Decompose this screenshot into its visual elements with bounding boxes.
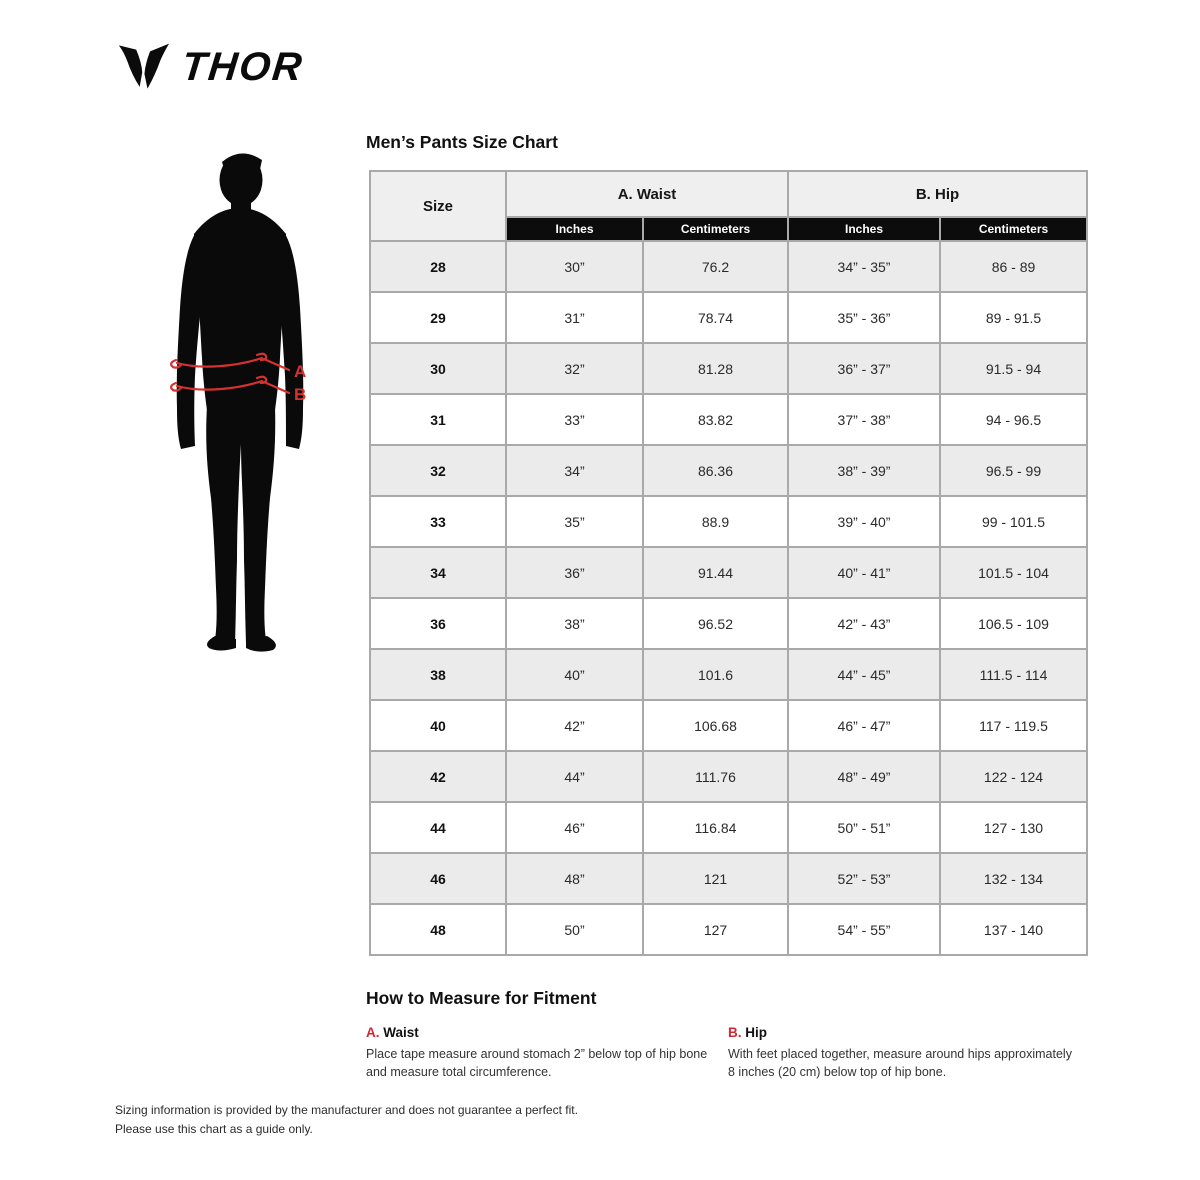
page-title: Men’s Pants Size Chart [366, 132, 558, 152]
hip-label-b: B [294, 385, 307, 404]
cell-waist_in: 44” [506, 751, 643, 802]
how-to-hip-desc: With feet placed together, measure around hips approximately 8 inches (20 cm) below top of hip bone. [728, 1047, 1072, 1080]
subheader-hip-inches: Inches [788, 217, 940, 241]
cell-hip_cm: 117 - 119.5 [940, 700, 1087, 751]
cell-waist_cm: 121 [643, 853, 788, 904]
table-row [370, 802, 1087, 853]
disclaimer [115, 1101, 578, 1138]
cell-waist_cm: 116.84 [643, 802, 788, 853]
how-to-section [366, 988, 1090, 1081]
table-row [370, 496, 1087, 547]
cell-waist_cm: 78.74 [643, 292, 788, 343]
cell-hip_in: 39” - 40” [788, 496, 940, 547]
cell-hip_in: 54” - 55” [788, 904, 940, 955]
cell-size: 38 [370, 649, 506, 700]
table-row [370, 853, 1087, 904]
cell-size: 46 [370, 853, 506, 904]
cell-hip_cm: 137 - 140 [940, 904, 1087, 955]
col-group-waist: A. Waist [506, 171, 788, 217]
cell-size: 29 [370, 292, 506, 343]
cell-waist_in: 34” [506, 445, 643, 496]
cell-size: 36 [370, 598, 506, 649]
cell-hip_in: 42” - 43” [788, 598, 940, 649]
cell-hip_in: 40” - 41” [788, 547, 940, 598]
cell-waist_cm: 111.76 [643, 751, 788, 802]
cell-hip_in: 34” - 35” [788, 241, 940, 292]
cell-waist_cm: 106.68 [643, 700, 788, 751]
cell-waist_in: 36” [506, 547, 643, 598]
cell-size: 48 [370, 904, 506, 955]
cell-size: 40 [370, 700, 506, 751]
how-to-hip [728, 1025, 1090, 1081]
cell-waist_in: 35” [506, 496, 643, 547]
table-row [370, 394, 1087, 445]
cell-waist_in: 38” [506, 598, 643, 649]
cell-hip_cm: 101.5 - 104 [940, 547, 1087, 598]
cell-hip_cm: 127 - 130 [940, 802, 1087, 853]
col-header-size: Size [370, 171, 506, 241]
cell-waist_in: 40” [506, 649, 643, 700]
cell-hip_cm: 96.5 - 99 [940, 445, 1087, 496]
cell-hip_cm: 106.5 - 109 [940, 598, 1087, 649]
cell-size: 31 [370, 394, 506, 445]
cell-waist_in: 33” [506, 394, 643, 445]
cell-size: 30 [370, 343, 506, 394]
cell-size: 34 [370, 547, 506, 598]
table-row [370, 241, 1087, 292]
measurement-figure [140, 148, 360, 655]
cell-hip_cm: 122 - 124 [940, 751, 1087, 802]
size-table [369, 170, 1088, 956]
table-row [370, 547, 1087, 598]
cell-hip_in: 44” - 45” [788, 649, 940, 700]
thor-emblem-icon [118, 42, 170, 92]
cell-waist_cm: 86.36 [643, 445, 788, 496]
cell-waist_in: 50” [506, 904, 643, 955]
cell-size: 44 [370, 802, 506, 853]
subheader-waist-inches: Inches [506, 217, 643, 241]
subheader-hip-centimeters: Centimeters [940, 217, 1087, 241]
disclaimer-line-1: Sizing information is provided by the manufacturer and does not guarantee a perfect fit. [115, 1103, 578, 1117]
body-silhouette [140, 148, 360, 655]
cell-waist_cm: 83.82 [643, 394, 788, 445]
cell-waist_cm: 101.6 [643, 649, 788, 700]
cell-waist_in: 46” [506, 802, 643, 853]
cell-hip_in: 46” - 47” [788, 700, 940, 751]
cell-waist_in: 30” [506, 241, 643, 292]
cell-waist_cm: 88.9 [643, 496, 788, 547]
table-row [370, 292, 1087, 343]
table-row [370, 904, 1087, 955]
how-to-waist [366, 1025, 728, 1081]
cell-size: 42 [370, 751, 506, 802]
cell-hip_cm: 89 - 91.5 [940, 292, 1087, 343]
cell-waist_cm: 91.44 [643, 547, 788, 598]
cell-waist_in: 42” [506, 700, 643, 751]
subheader-waist-centimeters: Centimeters [643, 217, 788, 241]
cell-hip_in: 36” - 37” [788, 343, 940, 394]
cell-hip_cm: 86 - 89 [940, 241, 1087, 292]
size-table-body [370, 241, 1087, 955]
cell-hip_in: 37” - 38” [788, 394, 940, 445]
table-row [370, 598, 1087, 649]
cell-size: 28 [370, 241, 506, 292]
table-row [370, 649, 1087, 700]
table-row [370, 445, 1087, 496]
cell-hip_in: 35” - 36” [788, 292, 940, 343]
cell-waist_cm: 127 [643, 904, 788, 955]
cell-hip_cm: 132 - 134 [940, 853, 1087, 904]
cell-size: 33 [370, 496, 506, 547]
cell-hip_cm: 99 - 101.5 [940, 496, 1087, 547]
cell-size: 32 [370, 445, 506, 496]
col-group-hip: B. Hip [788, 171, 1087, 217]
cell-hip_cm: 111.5 - 114 [940, 649, 1087, 700]
cell-hip_in: 38” - 39” [788, 445, 940, 496]
waist-label-a: A [294, 362, 307, 381]
how-to-heading: How to Measure for Fitment [366, 988, 597, 1008]
cell-waist_cm: 96.52 [643, 598, 788, 649]
thor-logo [118, 42, 306, 92]
disclaimer-line-2: Please use this chart as a guide only. [115, 1121, 313, 1136]
cell-hip_cm: 94 - 96.5 [940, 394, 1087, 445]
how-to-hip-title: B. Hip [728, 1025, 768, 1040]
how-to-waist-title: A. Waist [366, 1025, 419, 1040]
cell-waist_in: 31” [506, 292, 643, 343]
cell-hip_in: 50” - 51” [788, 802, 940, 853]
cell-hip_in: 48” - 49” [788, 751, 940, 802]
size-table-head [370, 171, 1087, 241]
table-row [370, 751, 1087, 802]
cell-waist_cm: 76.2 [643, 241, 788, 292]
cell-hip_in: 52” - 53” [788, 853, 940, 904]
cell-waist_in: 48” [506, 853, 643, 904]
thor-logo-text: THOR [179, 45, 306, 89]
cell-hip_cm: 91.5 - 94 [940, 343, 1087, 394]
cell-waist_cm: 81.28 [643, 343, 788, 394]
table-row [370, 343, 1087, 394]
table-row [370, 700, 1087, 751]
cell-waist_in: 32” [506, 343, 643, 394]
how-to-waist-desc: Place tape measure around stomach 2” below top of hip bone and measure total circumference. [366, 1047, 708, 1080]
